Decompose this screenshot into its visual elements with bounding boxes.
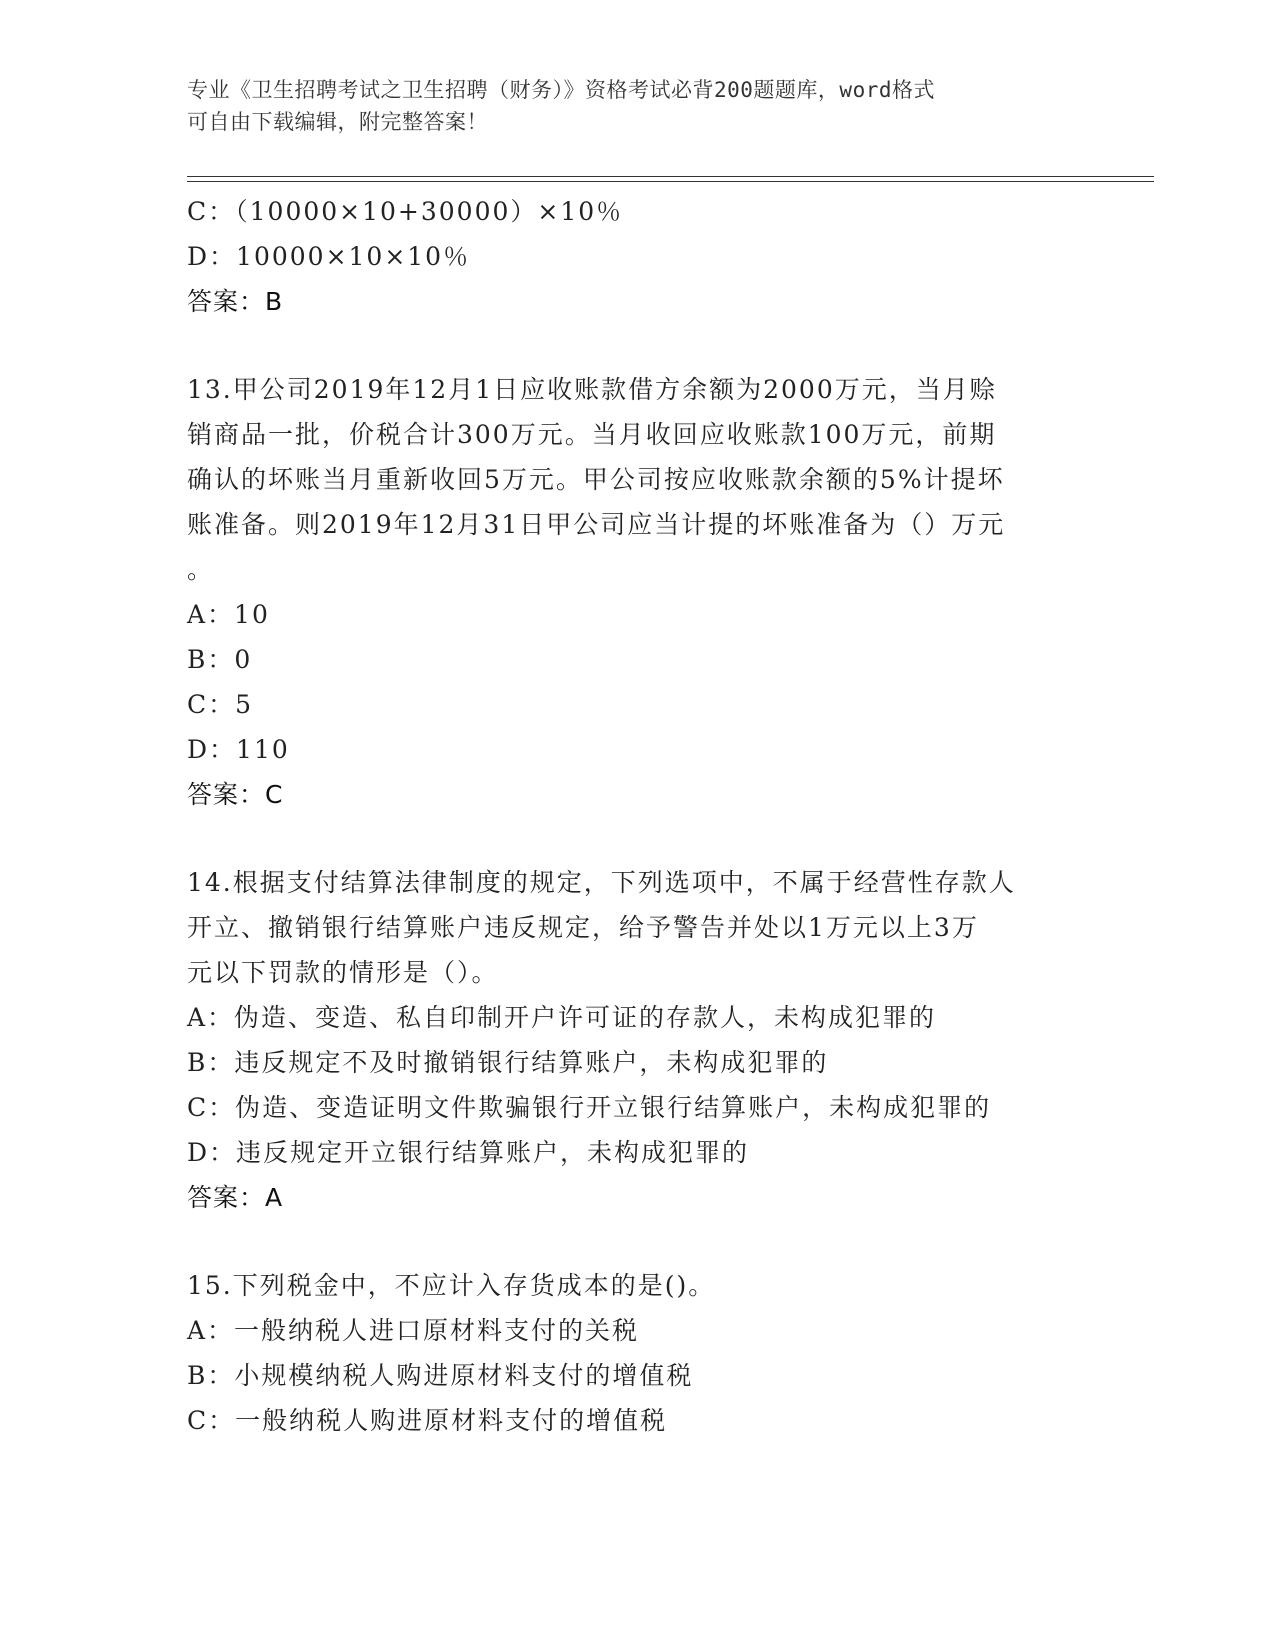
question-13	[187, 367, 1107, 817]
q15-option-c: C：一般纳税人购进原材料支付的增值税	[187, 1406, 668, 1435]
q13-option-c: C：5	[187, 690, 254, 719]
q13-stem-line: 13.甲公司2019年12月1日应收账款借方余额为2000万元，当月赊	[187, 375, 997, 404]
q13-stem-line: 销商品一批，价税合计300万元。当月收回应收账款100万元，前期	[187, 420, 997, 449]
q13-answer: 答案：C	[187, 780, 284, 809]
q14-option-b: B：违反规定不及时撤销银行结算账户，未构成犯罪的	[187, 1048, 829, 1077]
question-spacer	[187, 1220, 1107, 1263]
header-title-line-2: 可自由下载编辑，附完整答案！	[187, 110, 488, 134]
q12-option-d: D：10000×10×10％	[187, 242, 471, 271]
q14-answer: 答案：A	[187, 1183, 284, 1212]
q15-option-a: A：一般纳税人进口原材料支付的关税	[187, 1316, 640, 1345]
q15-stem: 15.下列税金中，不应计入存货成本的是()。	[187, 1271, 716, 1300]
q14-stem-line: 元以下罚款的情形是（）。	[187, 958, 499, 987]
q13-option-b: B：0	[187, 645, 253, 674]
q14-stem-line: 14.根据支付结算法律制度的规定，下列选项中，不属于经营性存款人	[187, 868, 1016, 897]
q14-stem-line: 开立、撤销银行结算账户违反规定，给予警告并处以1万元以上3万	[187, 913, 979, 942]
question-content	[187, 189, 1107, 1443]
q13-option-a: A：10	[187, 600, 270, 629]
q14-option-c: C：伪造、变造证明文件欺骗银行开立银行结算账户，未构成犯罪的	[187, 1093, 992, 1122]
document-header	[187, 74, 1067, 138]
q12-option-c: C：（10000×10+30000）×10％	[187, 197, 624, 226]
question-spacer	[187, 324, 1107, 367]
question-14	[187, 860, 1107, 1220]
question-12	[187, 189, 1107, 324]
header-divider-top	[187, 176, 1154, 177]
question-spacer	[187, 817, 1107, 860]
q12-answer: 答案：B	[187, 287, 284, 316]
q13-stem-line: 。	[187, 555, 215, 584]
header-divider-bottom	[187, 181, 1154, 182]
q14-option-a: A：伪造、变造、私自印制开户许可证的存款人，未构成犯罪的	[187, 1003, 937, 1032]
question-15	[187, 1263, 1107, 1443]
header-title-line-1: 专业《卫生招聘考试之卫生招聘（财务）》资格考试必背200题题库，word格式	[187, 78, 935, 102]
q15-option-b: B：小规模纳税人购进原材料支付的增值税	[187, 1361, 694, 1390]
q13-stem-line: 账准备。则2019年12月31日甲公司应当计提的坏账准备为（）万元	[187, 510, 1006, 539]
q14-option-d: D：违反规定开立银行结算账户，未构成犯罪的	[187, 1138, 750, 1167]
q13-option-d: D：110	[187, 735, 290, 764]
q13-stem-line: 确认的坏账当月重新收回5万元。甲公司按应收账款余额的5%计提坏	[187, 465, 1005, 494]
